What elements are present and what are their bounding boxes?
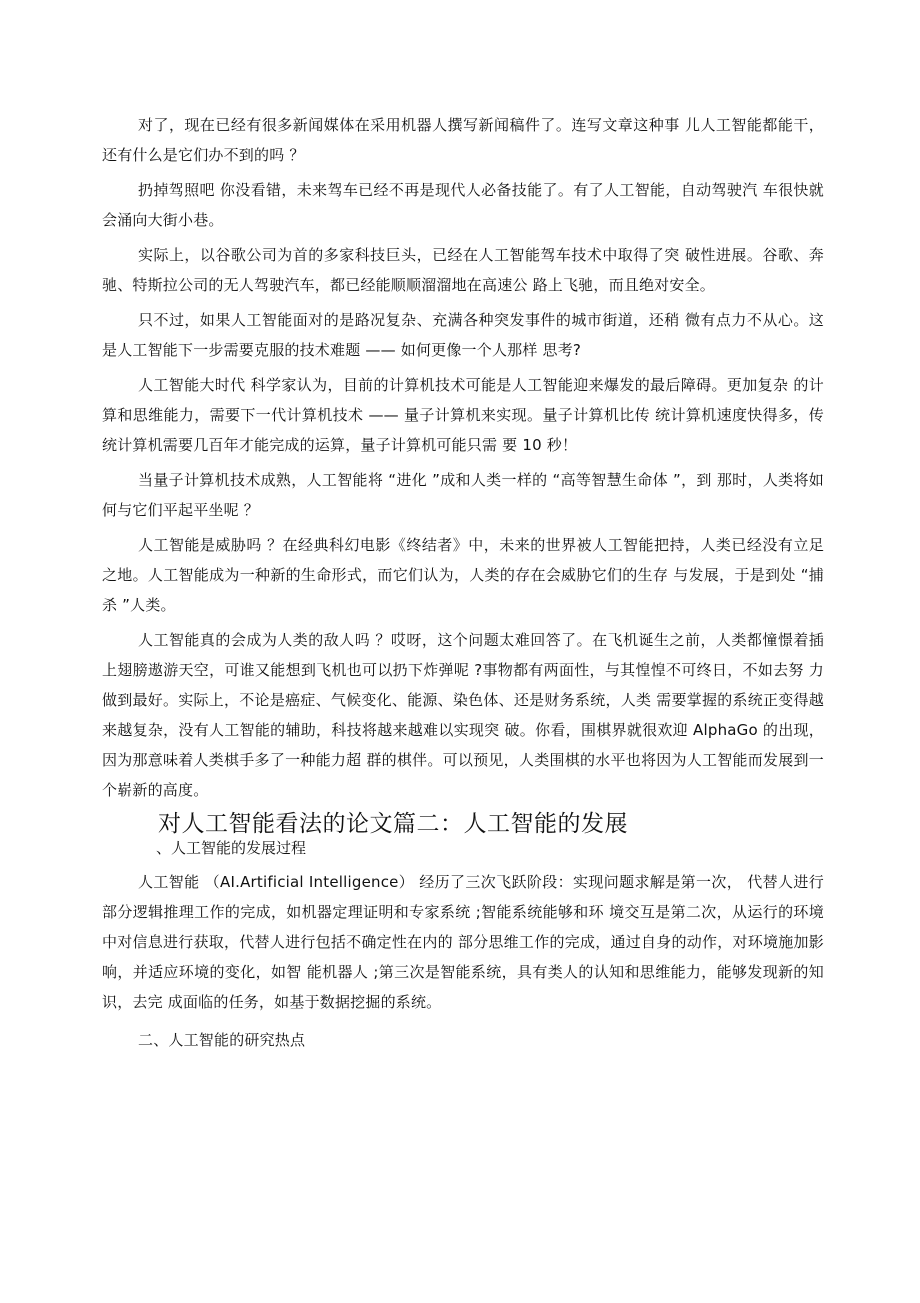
body-paragraph: 扔掉驾照吧 你没看错，未来驾车已经不再是现代人必备技能了。有了人工智能，自动驾驶汽 车很快就会涌向大街小巷。	[102, 181, 824, 229]
body-paragraph: 人工智能 （AI.Artificial Intelligence） 经历了三次飞跃阶段：实现问题求解是第一次， 代替人进行部分逻辑推理工作的完成，如机器定理证明和专家系统 ;智能系统能够和环 境交互是第二次，从运行的环境中对信息进行获取，代替人进行包括不确定性在内的 部分思维工作的完成，通过自身的动作，对环境施加影响，并适应环境的变化，如智 能机器人 ;第三次是智能系统，具有类人的认知和思维能力，能够发现新的知识，去完 成面临的任务，如基于数据挖掘的系统。	[102, 873, 824, 1011]
body-paragraph: 人工智能大时代 科学家认为，目前的计算机技术可能是人工智能迎来爆发的最后障碍。更加复杂 的计算和思维能力，需要下一代计算机技术 —— 量子计算机来实现。量子计算机比传 统计算机速度快得多，传统计算机需要几百年才能完成的运算，量子计算机可能只需 要 10 秒！	[102, 376, 824, 454]
body-paragraph: 只不过，如果人工智能面对的是路况复杂、充满各种突发事件的城市街道，还稍 微有点力不从心。这是人工智能下一步需要克服的技术难题 —— 如何更像一个人那样 思考?	[102, 311, 824, 359]
body-paragraph: 人工智能是威胁吗 ？在经典科幻电影《终结者》中，未来的世界被人工智能把持，人类已经没有立足 之地。人工智能成为一种新的生命形式，而它们认为，人类的存在会威胁它们的生存 与发展，于是到处 “捕杀 ”人类。	[102, 536, 824, 614]
section-title-line: 二、人工智能的研究热点	[138, 1031, 306, 1049]
document-page	[102, 110, 824, 1055]
body-paragraph: 人工智能真的会成为人类的敌人吗 ？哎呀，这个问题太难回答了。在飞机诞生之前，人类都憧憬着插上翅膀遨游天空，可谁又能想到飞机也可以扔下炸弹呢 ?事物都有两面性，与其惶惶不可终日，不如去努 力做到最好。实际上，不论是癌症、气候变化、能源、染色体、还是财务系统，人类 需要掌握的系统正变得越来越复杂，没有人工智能的辅助，科技将越来越难以实现突 破。你看，围棋界就很欢迎 AlphaGo 的出现，因为那意味着人类棋手多了一种能力超 群的棋伴。可以预见，人类围棋的水平也将因为人工智能而发展到一个崭新的高度。	[102, 631, 824, 799]
body-paragraph: 当量子计算机技术成熟，人工智能将 “进化 ”成和人类一样的 “高等智慧生命体 ”，到 那时，人类将如何与它们平起平坐呢 ？	[102, 471, 824, 519]
section-heading: 对人工智能看法的论文篇二：人工智能的发展	[158, 811, 628, 837]
section-subheading: 、人工智能的发展过程	[156, 839, 307, 857]
body-paragraph: 实际上，以谷歌公司为首的多家科技巨头，已经在人工智能驾车技术中取得了突 破性进展。谷歌、奔驰、特斯拉公司的无人驾驶汽车，都已经能顺顺溜溜地在高速公 路上飞驰，而且绝对安全。	[102, 246, 824, 294]
body-paragraph: 对了，现在已经有很多新闻媒体在采用机器人撰写新闻稿件了。连写文章这种事 儿人工智能都能干，还有什么是它们办不到的吗 ？	[102, 116, 824, 164]
